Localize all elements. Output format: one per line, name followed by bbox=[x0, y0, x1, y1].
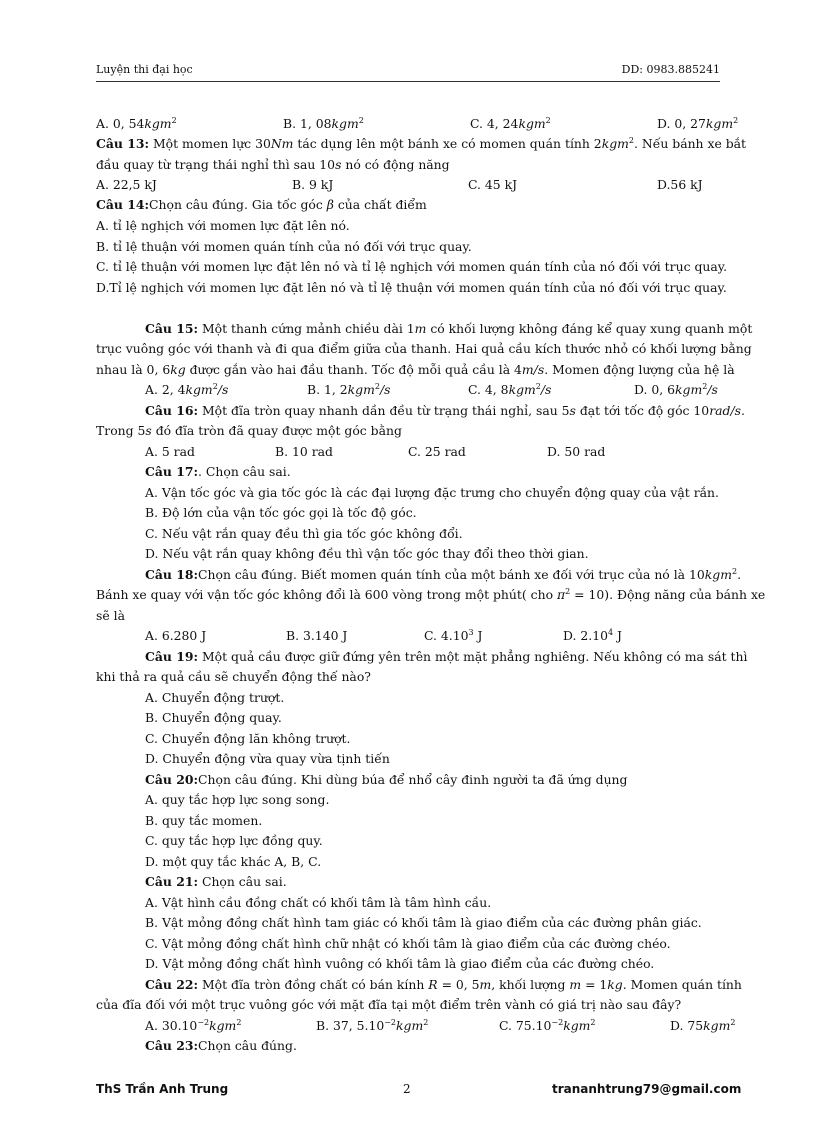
q21-option-a: A. Vật hình cầu đồng chất có khối tâm là tâm hình cầu. bbox=[145, 895, 492, 910]
q19-stem-line1: Câu 19: Một quả cầu được giữ đứng yên trên một mặt phẳng nghiêng. Nếu không có ma sát thì bbox=[145, 649, 748, 664]
q20-option-d: D. một quy tắc khác A, B, C. bbox=[145, 854, 322, 869]
q20-option-b: B. quy tắc momen. bbox=[145, 813, 263, 828]
q17-option-c: C. Nếu vật rắn quay đều thì gia tốc góc không đổi. bbox=[145, 526, 463, 541]
header-left: Luyện thi đại học bbox=[96, 63, 193, 76]
q19-stem-line2: khi thả ra quả cầu sẽ chuyển động thế nào? bbox=[96, 669, 371, 684]
q15-option-b: B. 1, 2kgm$^2$/s bbox=[307, 382, 391, 397]
page-header bbox=[96, 63, 720, 82]
q19-option-d: D. Chuyển động vừa quay vừa tịnh tiến bbox=[145, 751, 390, 766]
q12-option-b: B. 1, 08kgm$^2$ bbox=[283, 116, 364, 131]
q22-option-a: A. $30.10^{-2}kgm^2$ bbox=[145, 1018, 242, 1033]
q21-stem: Câu 21: Chọn câu sai. bbox=[145, 874, 287, 889]
q12-option-d: D. 0, 27kgm$^2$ bbox=[657, 116, 739, 131]
q20-option-a: A. quy tắc hợp lực song song. bbox=[145, 792, 330, 807]
q21-option-c: C. Vật mỏng đồng chất hình chữ nhật có khối tâm là giao điểm của các đường chéo. bbox=[145, 936, 671, 951]
q22-stem-line2: của đĩa đối với một trục vuông góc với mặt đĩa tại một điểm trên vành có giá trị nào sau đây? bbox=[96, 997, 682, 1012]
q18-stem-line1: Câu 18:Chọn câu đúng. Biết momen quán tính của một bánh xe đối với trục của nó là 10kgm$^2$. bbox=[145, 567, 742, 582]
q14-option-d: D.Tỉ lệ nghịch với momen lực đặt lên nó và tỉ lệ thuận với momen quán tính của nó đối với trục quay. bbox=[96, 280, 727, 295]
q22-stem-line1: Câu 22: Một đĩa tròn đồng chất có bán kính R = 0, 5m, khối lượng m = 1kg. Momen quán tính bbox=[145, 977, 742, 992]
q13-option-a: A. 22,5 kJ bbox=[96, 177, 157, 192]
q12-option-c: C. 4, 24kgm$^2$ bbox=[470, 116, 551, 131]
q19-option-c: C. Chuyển động lăn không trượt. bbox=[145, 731, 351, 746]
q13-option-c: C. 45 kJ bbox=[468, 177, 518, 192]
q22-option-b: B. 37, $5.10^{-2}kgm^2$ bbox=[316, 1018, 429, 1033]
footer-email: trananhtrung79@gmail.com bbox=[552, 1082, 742, 1096]
q15-option-d: D. 0, 6kgm$^2$/s bbox=[634, 382, 718, 397]
footer-author: ThS Trần Anh Trung bbox=[96, 1082, 229, 1096]
q16-option-a: A. 5 rad bbox=[145, 444, 195, 459]
q17-stem: Câu 17:. Chọn câu sai. bbox=[145, 464, 291, 479]
q16-stem-line1: Câu 16: Một đĩa tròn quay nhanh dần đều từ trạng thái nghỉ, sau 5s đạt tới tốc độ góc 10rad/s. bbox=[145, 403, 745, 418]
q17-option-b: B. Độ lớn của vận tốc góc gọi là tốc độ góc. bbox=[145, 505, 417, 520]
q13-option-d: D.56 kJ bbox=[657, 177, 703, 192]
q15-option-c: C. 4, 8kgm$^2$/s bbox=[468, 382, 552, 397]
q22-option-d: D. 75kgm$^2$ bbox=[670, 1018, 736, 1033]
q14-stem: Câu 14:Chọn câu đúng. Gia tốc góc β của chất điểm bbox=[96, 197, 427, 212]
q22-option-c: C. $75.10^{-2}kgm^2$ bbox=[499, 1018, 596, 1033]
q13-stem-line1: Câu 13: Một momen lực 30Nm tác dụng lên một bánh xe có momen quán tính 2kgm$^2$. Nếu bánh xe bắt bbox=[96, 136, 747, 151]
q16-stem-line2: Trong 5s đó đĩa tròn đã quay được một góc bằng bbox=[96, 423, 402, 438]
q18-option-a: A. 6.280 J bbox=[145, 628, 207, 643]
q21-option-d: D. Vật mỏng đồng chất hình vuông có khối tâm là giao điểm của các đường chéo. bbox=[145, 956, 655, 971]
q14-option-c: C. tỉ lệ thuận với momen lực đặt lên nó và tỉ lệ nghịch với momen quán tính của nó đối với trục quay. bbox=[96, 259, 728, 274]
q19-option-b: B. Chuyển động quay. bbox=[145, 710, 282, 725]
header-right: DD: 0983.885241 bbox=[621, 63, 720, 76]
q14-option-b: B. tỉ lệ thuận với momen quán tính của nó đối với trục quay. bbox=[96, 239, 472, 254]
q16-option-c: C. 25 rad bbox=[408, 444, 466, 459]
q19-option-a: A. Chuyển động trượt. bbox=[145, 690, 285, 705]
q13-stem-line2: đầu quay từ trạng thái nghỉ thì sau 10s nó có động năng bbox=[96, 157, 450, 172]
q12-option-a: A. 0, 54kgm$^2$ bbox=[96, 116, 177, 131]
q15-stem-line3: nhau là 0, 6kg được gắn vào hai đầu thanh. Tốc độ mỗi quả cầu là 4m/s. Momen động lượng của hệ là bbox=[96, 362, 735, 377]
q18-option-d: D. 2.10$^4$ J bbox=[563, 628, 622, 643]
q21-option-b: B. Vật mỏng đồng chất hình tam giác có khối tâm là giao điểm của các đường phân giác. bbox=[145, 915, 702, 930]
q14-option-a: A. tỉ lệ nghịch với momen lực đặt lên nó. bbox=[96, 218, 350, 233]
q13-option-b: B. 9 kJ bbox=[292, 177, 334, 192]
page-number: 2 bbox=[403, 1082, 411, 1096]
q18-stem-line3: sẽ là bbox=[96, 608, 125, 623]
q15-stem-line2: trục vuông góc với thanh và đi qua điểm giữa của thanh. Hai quả cầu kích thước nhỏ có khối lượng bằng bbox=[96, 341, 752, 356]
q18-option-c: C. 4.10$^3$ J bbox=[424, 628, 483, 643]
q23-stem: Câu 23:Chọn câu đúng. bbox=[145, 1038, 297, 1053]
q16-option-d: D. 50 rad bbox=[547, 444, 606, 459]
q20-stem: Câu 20:Chọn câu đúng. Khi dùng búa để nhổ cây đinh người ta đã ứng dụng bbox=[145, 772, 628, 787]
q18-option-b: B. 3.140 J bbox=[286, 628, 348, 643]
q17-option-a: A. Vận tốc góc và gia tốc góc là các đại lượng đặc trưng cho chuyển động quay của vật rắn. bbox=[145, 485, 719, 500]
q15-stem-line1: Câu 15: Một thanh cứng mảnh chiều dài 1m có khối lượng không đáng kể quay xung quanh một bbox=[145, 321, 753, 336]
q17-option-d: D. Nếu vật rắn quay không đều thì vận tốc góc thay đổi theo thời gian. bbox=[145, 546, 589, 561]
q16-option-b: B. 10 rad bbox=[275, 444, 333, 459]
q15-option-a: A. 2, 4kgm$^2$/s bbox=[145, 382, 229, 397]
q18-stem-line2: Bánh xe quay với vận tốc góc không đổi là 600 vòng trong một phút( cho $\pi^2 = 10$). Động năng của bánh xe bbox=[96, 587, 766, 602]
q20-option-c: C. quy tắc hợp lực đồng quy. bbox=[145, 833, 323, 848]
